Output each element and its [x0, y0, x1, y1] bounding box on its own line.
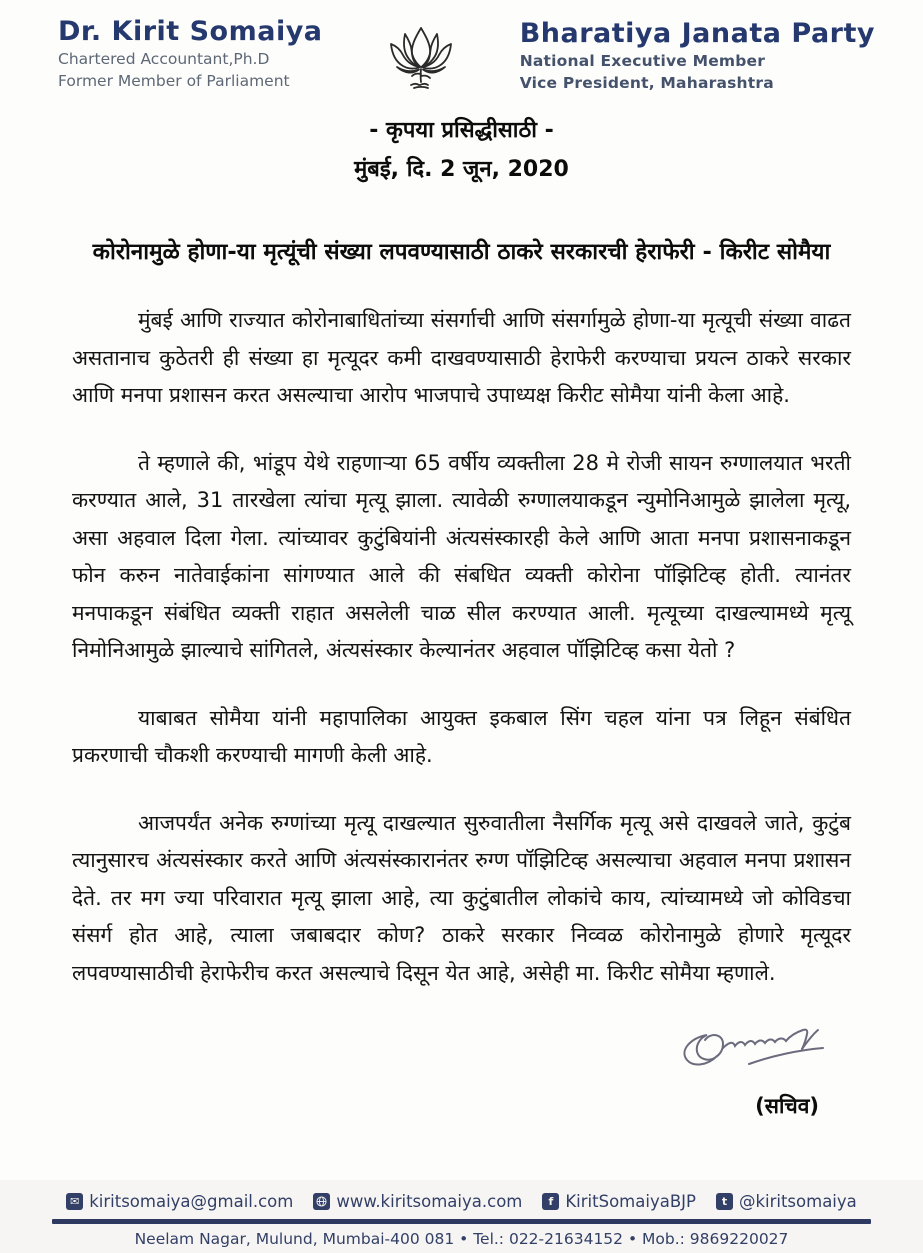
paragraph-2: ते म्हणाले की, भांडूप येथे राहणाऱ्या 65 वर्षीय व्यक्तीला 28 मे रोजी सायन रुग्णालयात भरती करण्यात आले, 31 तारखेला त्यांचा मृत्यू झाला. त्यावेळी रुग्णालयाकडून न्युमोनिआमुळे झालेला मृत्यू, असा अहवाल दिला गेला. त्यांच्यावर कुटुंबियांनी अंत्यसंस्कारही केले आणि आता मनपा प्रशासनाकडून फोन करुन नातेवाईकांना सांगण्यात आले की संबधित व्यक्ती कोरोना पॉझिटिव्ह होती. त्यानंतर मनपाकडून संबंधित व्यक्ती राहात असलेली चाळ सील करण्यात आली. मृत्यूच्या दाखल्यामध्ये मृत्यू निमोनिआमुळे झाल्याचे सांगितले, अंत्यसंस्कार केल्यानंतर अहवाल पॉझिटिव्ह कसा येतो ? — [72, 450, 851, 662]
meta-block — [0, 114, 923, 183]
signature-block — [0, 1022, 923, 1130]
website-contact — [313, 1192, 522, 1211]
publish-note: - कृपया प्रसिद्धीसाठी - — [369, 118, 554, 143]
bjp-lotus-icon — [383, 16, 459, 100]
body-text — [0, 302, 923, 992]
website-text: www.kiritsomaiya.com — [336, 1192, 523, 1211]
facebook-icon: f — [542, 1193, 559, 1210]
author-name: Dr. Kirit Somaiya — [58, 16, 323, 47]
address-line: Neelam Nagar, Mulund, Mumbai-400 081 • Tel.: 022-21634152 • Mob.: 9869220027 — [134, 1230, 789, 1248]
party-role-1: National Executive Member — [519, 52, 766, 70]
paragraph-1: मुंबई आणि राज्यात कोरोनाबाधितांच्या संसर्गाची आणि संसर्गामुळे होणा-या मृत्यूची संख्या वाढत असतानाच कुठेतरी ही संख्या हा मृत्यूदर कमी दाखवण्यासाठी हेराफेरी करण्याचा प्रयत्न ठाकरे सरकार आणि मनपा प्रशासन करत असल्याचा आरोप भाजपाचे उपाध्यक्ष किरीट सोमैया यांनी केला आहे. — [72, 308, 851, 407]
email-contact — [66, 1192, 293, 1211]
headline: कोरोनामुळे होणा-या मृत्यूंची संख्या लपवण्यासाठी ठाकरे सरकारची हेराफेरी - किरीट सोमैया — [92, 239, 831, 265]
footer — [0, 1180, 923, 1253]
email-text: kiritsomaiya@gmail.com — [89, 1192, 294, 1211]
footer-divider — [52, 1219, 871, 1224]
author-block — [58, 16, 323, 91]
letterhead — [0, 0, 923, 100]
contact-row — [0, 1192, 923, 1211]
date-line: मुंबई, दि. 2 जून, 2020 — [354, 157, 569, 182]
party-name: Bharatiya Janata Party — [519, 18, 875, 49]
signature-icon — [671, 1022, 841, 1084]
twitter-icon: t — [716, 1193, 733, 1210]
signatory-designation: (सचिव) — [755, 1094, 819, 1118]
party-block — [520, 16, 875, 93]
paragraph-3: याबाबत सोमैया यांनी महापालिका आयुक्त इकबाल सिंग चहल यांना पत्र लिहून संबंधित प्रकरणाची चौकशी करण्याची मागणी केली आहे. — [72, 705, 851, 767]
twitter-text: @kiritsomaiya — [738, 1192, 857, 1211]
email-icon: ✉ — [66, 1193, 83, 1210]
author-credential: Chartered Accountant,Ph.D — [58, 50, 270, 68]
globe-icon — [313, 1193, 330, 1210]
party-role-2: Vice President, Maharashtra — [519, 74, 774, 92]
facebook-text: KiritSomaiyaBJP — [565, 1192, 696, 1211]
facebook-contact — [542, 1192, 696, 1211]
author-title: Former Member of Parliament — [58, 72, 290, 90]
paragraph-4: आजपर्यंत अनेक रुग्णांच्या मृत्यू दाखल्यात सुरुवातीला नैसर्गिक मृत्यू असे दाखवले जाते, कुटुंब त्यानुसारच अंत्यसंस्कार करते आणि अंत्यसंस्कारानंतर रुग्ण पॉझिटिव्ह असल्याचा अहवाल मनपा प्रशासन देते. तर मग ज्या परिवारात मृत्यू झाला आहे, त्या कुटुंबातील लोकांचे काय, त्यांच्यामध्ये जो कोविडचा संसर्ग होत आहे, त्याला जबाबदार कोण? ठाकरे सरकार निव्वळ कोरोनामुळे होणारे मृत्यूदर लपवण्यासाठीची हेराफेरीच करत असल्याचे दिसून येत आहे, असेही मा. किरीट सोमैया म्हणाले. — [72, 810, 851, 985]
twitter-contact — [716, 1192, 857, 1211]
